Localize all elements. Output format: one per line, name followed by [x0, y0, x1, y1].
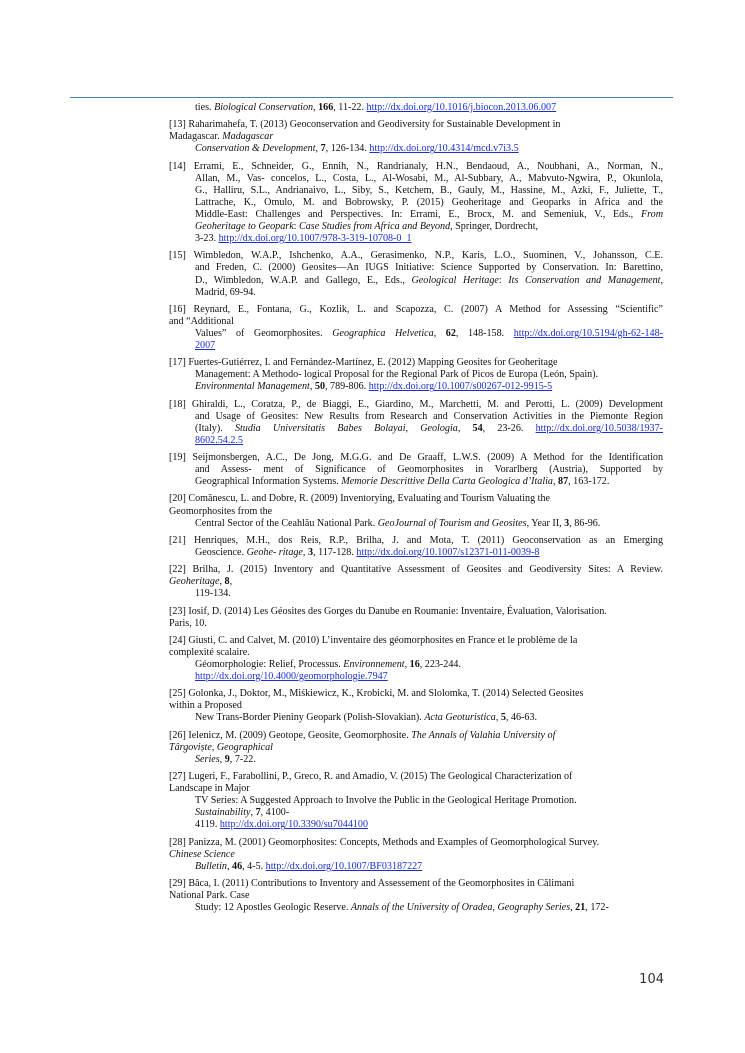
reference-text: , 117-128. — [313, 546, 357, 558]
reference-entry — [169, 399, 663, 447]
italic-text: Conservation & Development — [195, 143, 316, 155]
reference-text: Madrid, 69-94. — [195, 286, 256, 298]
doi-link[interactable]: http://dx.doi.org/10.4000/geomorphologie.7947 — [195, 671, 388, 683]
reference-line — [169, 700, 663, 712]
reference-text: , — [229, 576, 233, 588]
doi-link[interactable]: http://dx.doi.org/10.1007/s00267-012-9915-5 — [368, 381, 553, 393]
reference-text: G., Halliru, S.L., Andrianaivo, L., Siby, S., Ketchem, B., Gauly, M., Hassine, M., Azki, F., Juliette, T., — [195, 184, 663, 196]
volume-number: 8 — [224, 576, 230, 588]
reference-text: [29] Bâca, I. (2011) Contributions to Inventory and Assessement of the Geomorphosites in Călimani — [169, 877, 575, 889]
doi-link[interactable]: http://dx.doi.org/10.1016/j.biocon.2013.06.007 — [366, 102, 557, 113]
volume-number: 3 — [307, 546, 314, 558]
reference-text: [23] Iosif, D. (2014) Les Géosites des Gorges du Danube en Roumanie: Inventaire, Évaluation, Valorisation. — [169, 605, 607, 617]
reference-entry — [169, 730, 663, 766]
italic-text: Chinese Science — [169, 848, 235, 860]
reference-text: ties. — [195, 102, 215, 113]
reference-text: , 126-134. — [325, 143, 370, 155]
reference-line — [169, 304, 663, 316]
reference-line — [169, 795, 663, 807]
reference-text: Values” of Geomorphosites. — [195, 327, 333, 339]
italic-text: Madagascar — [222, 131, 274, 143]
reference-text: , 23-26. — [482, 422, 536, 434]
volume-number: 50 — [314, 381, 325, 393]
reference-line — [169, 635, 663, 647]
reference-line — [169, 452, 663, 464]
reference-text: National Park. Case — [169, 890, 250, 902]
reference-line — [169, 518, 663, 530]
reference-text: , 172- — [585, 902, 609, 914]
reference-text: 3-23. — [195, 233, 219, 245]
reference-text: Management: A Methodo- logical Proposal for the Regional Park of Picos de Europa (León, Spain). — [195, 369, 599, 381]
volume-number: 3 — [564, 517, 570, 529]
italic-text: Geography Series — [497, 902, 571, 914]
reference-text: : — [293, 221, 299, 233]
reference-entry — [169, 688, 663, 724]
doi-link[interactable]: 8602.54.2.5 — [195, 434, 243, 446]
reference-text: , — [495, 712, 501, 724]
italic-text: Bulletin — [195, 860, 227, 872]
reference-line — [169, 671, 663, 683]
reference-text: [21] Henriques, M.H., dos Reis, R.P., Brilha, J. and Mota, T. (2011) Geoconservation as an Emerging — [169, 534, 663, 546]
reference-text: , Springer, Dordrecht, — [450, 221, 539, 233]
reference-entry — [169, 357, 663, 393]
reference-text: and Usage of Geosites: New Results from Research and Conservation Activities in the Piemonte Region — [195, 410, 663, 422]
reference-line — [169, 131, 663, 143]
reference-text: within a Proposed — [169, 700, 242, 712]
reference-text: , — [250, 807, 256, 819]
reference-text: , 163-172. — [568, 476, 610, 488]
reference-line — [169, 493, 663, 505]
volume-number: 7 — [320, 143, 326, 155]
volume-number: 62 — [445, 327, 456, 339]
italic-text: Biological Conservation — [214, 102, 314, 113]
reference-line — [169, 197, 663, 209]
reference-entry — [169, 564, 663, 600]
italic-text: Memorie Descrittive Della Carta Geologica d’Italia — [341, 476, 553, 488]
reference-entry — [169, 771, 663, 831]
reference-text: [14] Errami, E., Schneider, G., Ennih, N., Randrianaly, H.N., Bendaoud, A., Noubhani, A., Norman, N., — [169, 160, 663, 172]
reference-text: , 7-22. — [229, 753, 256, 765]
reference-text: , — [405, 422, 421, 434]
reference-text: 4119. — [195, 819, 220, 831]
reference-line — [169, 119, 663, 131]
reference-line — [169, 161, 663, 173]
reference-text: , — [404, 658, 410, 670]
italic-text: Geohe- ritage — [246, 546, 303, 558]
volume-number: 5 — [500, 712, 506, 724]
reference-text: , — [457, 422, 473, 434]
reference-line — [169, 369, 663, 381]
reference-line — [169, 464, 663, 476]
reference-line — [169, 890, 663, 902]
italic-text: Annals of the University of Oradea — [350, 902, 493, 914]
reference-text: , 11-22. — [333, 102, 367, 113]
reference-entry — [169, 493, 663, 529]
reference-list — [169, 102, 663, 919]
reference-line — [169, 783, 663, 795]
volume-number: 21 — [575, 902, 586, 914]
reference-text: Study: 12 Apostles Geologic Reserve. — [195, 902, 351, 914]
italic-text: GeoJournal of Tourism and Geosites — [377, 517, 527, 529]
reference-text: , — [313, 102, 319, 113]
volume-number: 9 — [224, 753, 230, 765]
reference-line — [169, 807, 663, 819]
reference-entry — [169, 606, 663, 630]
reference-line — [169, 250, 663, 262]
reference-line — [169, 576, 663, 588]
reference-line — [169, 878, 663, 890]
reference-text: , 86-96. — [569, 517, 601, 529]
reference-line — [169, 209, 663, 221]
reference-text: 119-134. — [195, 588, 231, 600]
volume-number: 16 — [409, 658, 420, 670]
reference-line — [169, 588, 663, 600]
doi-link[interactable]: http://dx.doi.org/10.5038/1937- — [535, 422, 663, 434]
doi-link[interactable]: http://dx.doi.org/10.3390/su7044100 — [219, 819, 369, 831]
doi-link[interactable]: http://dx.doi.org/10.4314/mcd.v7i3.5 — [369, 143, 519, 155]
volume-number: 46 — [232, 860, 243, 872]
reference-text: , 789-806. — [324, 381, 369, 393]
reference-entry — [169, 250, 663, 298]
italic-text: The Annals of Valahia University of — [411, 729, 556, 741]
reference-line — [169, 102, 663, 114]
reference-text: , Year II, — [526, 517, 565, 529]
italic-text: Sustainability — [195, 807, 251, 819]
reference-text: , — [552, 476, 559, 488]
reference-text: , — [309, 381, 315, 393]
reference-text: , — [570, 902, 576, 914]
reference-text: , 148-158. — [455, 327, 514, 339]
reference-entry — [169, 878, 663, 914]
reference-text: and Freden, C. (2000) Geosites—An IUGS Initiative: Science Supported by Conservation. In: Barettino, — [195, 262, 663, 274]
italic-text: Series — [195, 753, 220, 765]
volume-number: 87 — [558, 476, 569, 488]
doi-link[interactable]: http://dx.doi.org/10.1007/BF03187227 — [265, 860, 423, 872]
reference-entry — [169, 535, 663, 559]
italic-text: Geologia — [420, 422, 458, 434]
reference-text: , — [302, 546, 308, 558]
reference-text: [26] Ielenicz, M. (2009) Geotope, Geosite, Geomorphosite. — [169, 729, 412, 741]
reference-line — [169, 564, 663, 576]
reference-text: and Assess- ment of Significance of Geomorphosites in Vorarlberg (Austria), Supported by — [195, 464, 663, 476]
reference-text: and “Additional — [169, 315, 234, 327]
reference-text: Landscape in Major — [169, 783, 250, 795]
reference-line — [169, 423, 663, 435]
reference-line — [169, 647, 663, 659]
reference-line — [169, 435, 663, 447]
doi-link[interactable]: 2007 — [195, 340, 216, 352]
reference-line — [169, 849, 663, 861]
reference-line — [169, 754, 663, 766]
reference-text: Central Sector of the Ceahlău National Park. — [195, 517, 378, 529]
reference-text: , — [219, 576, 225, 588]
italic-text: Its Conservation and Management — [508, 274, 661, 286]
reference-text: Geoscience. — [195, 546, 247, 558]
italic-text: Environmental Management — [195, 381, 310, 393]
reference-line — [169, 340, 663, 352]
reference-line — [169, 902, 663, 914]
reference-line — [169, 730, 663, 742]
reference-text: Allan, M., Vas- concelos, L., Costa, L., Al-Wosabi, M., Al-Subbary, A., Mabvuto-Ngwira, P., Okunlola, — [195, 172, 663, 184]
italic-text: Geographica Helvetica — [332, 327, 434, 339]
reference-entry — [169, 635, 663, 683]
reference-text: , — [315, 143, 321, 155]
reference-line — [169, 819, 663, 831]
italic-text: Geoheritage to Geopark — [195, 221, 294, 233]
reference-line — [169, 275, 663, 287]
reference-text: , — [219, 753, 225, 765]
header-rule — [70, 97, 673, 98]
reference-line — [169, 506, 663, 518]
volume-number: 7 — [255, 807, 261, 819]
reference-line — [169, 173, 663, 185]
reference-line — [169, 287, 663, 299]
reference-text: [15] Wimbledon, W.A.P., Ishchenko, A.A., Gerasimenko, N.P., Karis, L.O., Suominen, V., Johansson, C.E. — [169, 250, 663, 262]
italic-text: Environnement — [343, 658, 405, 670]
reference-line — [169, 316, 663, 328]
reference-line — [169, 185, 663, 197]
reference-text: complexité scalaire. — [169, 646, 250, 658]
reference-text: Lattrache, K., Omulo, M. and Bobrowsky, P. (2015) Geoheritage and Geoparks in Africa and the — [195, 196, 663, 208]
reference-text: [18] Ghiraldi, L., Coratza, P., de Biaggi, E., Giardino, M., Marchetti, M. and Perotti, L. (2009) Development — [169, 398, 663, 410]
reference-text: Géomorphologie: Relief, Processus. — [195, 658, 344, 670]
reference-line — [169, 837, 663, 849]
reference-text: , — [492, 902, 498, 914]
reference-line — [169, 411, 663, 423]
reference-text: Middle-East: Challenges and Perspectives. In: Errami, E., Brocx, M. and Semeniuk, V., Eds., — [195, 208, 641, 220]
reference-text: Geographical Information Systems. — [195, 476, 342, 488]
reference-text: [20] Comănescu, L. and Dobre, R. (2009) Inventorying, Evaluating and Tourism Valuating the — [169, 493, 551, 505]
reference-line — [169, 328, 663, 340]
page-number: 104 — [639, 972, 664, 987]
reference-text: Madagascar. — [169, 131, 223, 143]
italic-text: Târgoviște, Geographical — [169, 741, 273, 753]
reference-text: , — [660, 274, 664, 286]
reference-text: [17] Fuertes-Gutiérrez, I. and Fernández-Martínez, E. (2012) Mapping Geosites for Geoheritage — [169, 357, 558, 369]
reference-line — [169, 535, 663, 547]
reference-line — [169, 381, 663, 393]
doi-link[interactable]: http://dx.doi.org/10.1007/978-3-319-10708-0_1 — [218, 233, 412, 245]
reference-text: [16] Reynard, E., Fontana, G., Kozlik, L. and Scapozza, C. (2007) A Method for Assessing “Scientific” — [169, 303, 663, 315]
reference-entry — [169, 452, 663, 488]
reference-line — [169, 399, 663, 411]
reference-text: , 46-63. — [505, 712, 538, 724]
reference-line — [169, 143, 663, 155]
reference-text: D., Wimbledon, W.A.P. and Gallego, E., Eds., — [195, 274, 412, 286]
italic-text: Case Studies from Africa and Beyond — [299, 221, 451, 233]
reference-line — [169, 262, 663, 274]
reference-text: [19] Seijmonsbergen, A.C., De Jong, M.G.G. and De Graaff, L.W.S. (2009) A Method for the Identification — [169, 452, 663, 464]
reference-entry — [169, 119, 663, 155]
doi-link[interactable]: http://dx.doi.org/10.5194/gh-62-148- — [513, 327, 663, 339]
volume-number: 166 — [318, 102, 334, 113]
reference-entry — [169, 102, 663, 114]
reference-text: , 223-244. — [419, 658, 461, 670]
reference-text: [25] Golonka, J., Doktor, M., Miśkiewicz, K., Krobicki, M. and Slolomka, T. (2014) Selected Geosites — [169, 688, 584, 700]
reference-line — [169, 659, 663, 671]
reference-line — [169, 771, 663, 783]
reference-text: [24] Giusti, C. and Calvet, M. (2010) L’inventaire des géomorphosites en France et le problème de la — [169, 634, 578, 646]
reference-line — [169, 357, 663, 369]
reference-line — [169, 606, 663, 618]
reference-text: (Italy). — [195, 422, 235, 434]
reference-line — [169, 547, 663, 559]
reference-line — [169, 476, 663, 488]
reference-text: , — [226, 860, 233, 872]
reference-line — [169, 688, 663, 700]
reference-entry — [169, 837, 663, 873]
reference-entry — [169, 161, 663, 246]
italic-text: Geoheritage — [169, 576, 220, 588]
reference-text: [28] Panizza, M. (2001) Geomorphosites: Concepts, Methods and Examples of Geomorphological Survey. — [169, 836, 600, 848]
reference-line — [169, 861, 663, 873]
italic-text: From — [640, 208, 663, 220]
reference-text: [22] Brilha, J. (2015) Inventory and Quantitative Assessment of Geosites and Geodiversity Sites: A Review. — [169, 564, 663, 576]
reference-line — [169, 742, 663, 754]
reference-text: [27] Lugeri, F., Farabollini, P., Greco, R. and Amadio, V. (2015) The Geological Characterization of — [169, 771, 573, 782]
reference-text: [13] Raharimahefa, T. (2013) Geoconservation and Geodiversity for Sustainable Development in — [169, 119, 561, 131]
reference-line — [169, 233, 663, 245]
reference-entry — [169, 304, 663, 352]
italic-text: Studia Universitatis Babes Bolayai — [234, 422, 406, 434]
reference-text: Geomorphosites from the — [169, 505, 273, 517]
reference-line — [169, 618, 663, 630]
reference-line — [169, 712, 663, 724]
reference-text: , — [433, 327, 446, 339]
reference-text: , 4100- — [260, 807, 290, 819]
reference-text: New Trans-Border Pieniny Geopark (Polish-Slovakian). — [195, 712, 425, 724]
reference-text: , 4-5. — [242, 860, 266, 872]
reference-text: : — [498, 274, 509, 286]
reference-text: Paris, 10. — [169, 617, 207, 629]
italic-text: Acta Geoturistica — [424, 712, 496, 724]
reference-text: TV Series: A Suggested Approach to Involve the Public in the Geological Heritage Promotion. — [195, 795, 577, 807]
italic-text: Geological Heritage — [411, 274, 499, 286]
doi-link[interactable]: http://dx.doi.org/10.1007/s12371-011-0039-8 — [356, 546, 540, 558]
reference-line — [169, 221, 663, 233]
volume-number: 54 — [472, 422, 483, 434]
